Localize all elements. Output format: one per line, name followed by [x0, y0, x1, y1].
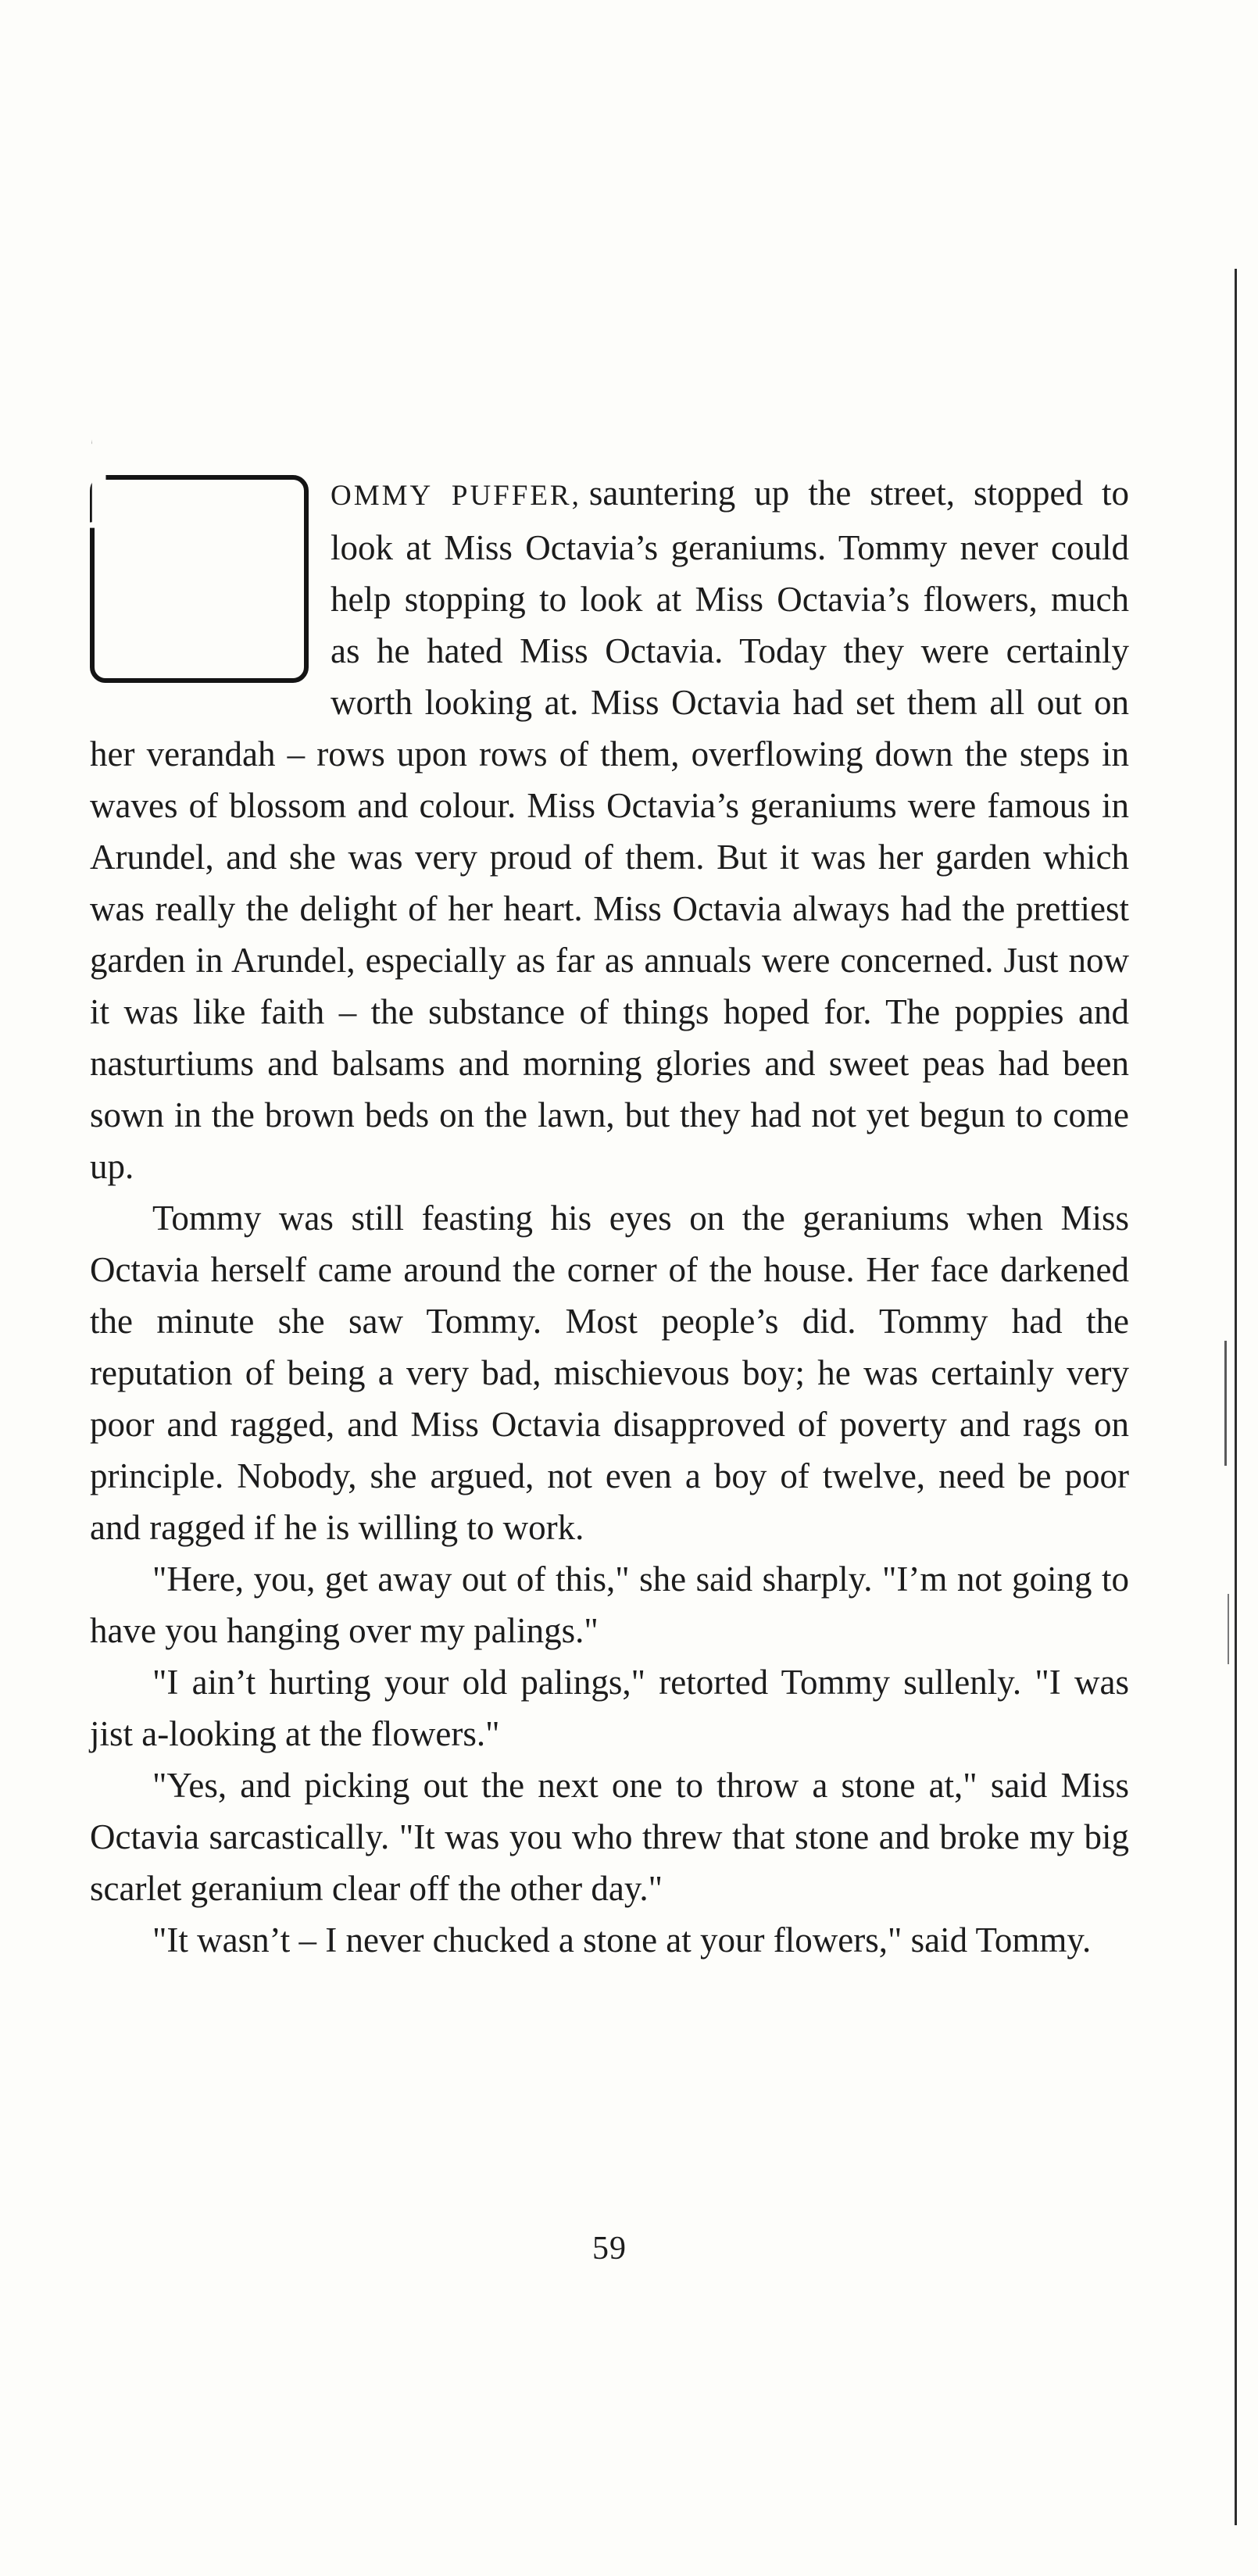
page-edge-line [1235, 269, 1237, 2525]
paragraph-3: "Here, you, get away out of this," she said sharply. "I’m not going to have you hanging over my palings." [90, 1560, 1129, 1650]
paragraph-1 [54, 396, 1129, 1192]
paragraph-text: sauntering up the street, stopped to look at Miss Octavia’s geraniums. Tommy never could help stopping to look at Miss Octavia’s flowers, much as he hated Miss Octavia. Today they were certainly worth looking at. Miss Octavia had set them all out on her verandah – rows upon rows of them, overflowing down the steps in waves of blossom and colour. Miss Octavia’s geraniums were famous in Arundel, and she was very proud of them. But it was her garden which was really the delight of her heart. Miss Octavia always had the prettiest garden in Arundel, especially as far as annuals were concerned. Just now it was like faith – the substance of things hoped for. The poppies and nasturtiums and balsams and morning glories and sweet peas had been sown in the brown beds on the lawn, but they had not yet begun to come up. [90, 473, 1129, 1186]
paragraph-6: "It wasn’t – I never chucked a stone at your flowers," said Tommy. [152, 1920, 1092, 1960]
paragraph-5: "Yes, and picking out the next one to throw a stone at," said Miss Octavia sarcastically. "It was you who threw that stone and broke my big scarlet geranium clear off the other day." [90, 1766, 1129, 1908]
paragraph-lead-smallcaps: OMMY PUFFER, [331, 480, 581, 512]
page-number: 59 [592, 2231, 627, 2267]
paragraph-2: Tommy was still feasting his eyes on the geraniums when Miss Octavia herself came around the corner of the house. Her face darkened the minute she saw Tommy. Most people’s did. Tommy had the reputation of being a very bad, mischievous boy; he was certainly very poor and ragged, and Miss Octavia disapproved of poverty and rags on principle. Nobody, she argued, not even a boy of twelve, need be poor and ragged if he is willing to work. [90, 1199, 1129, 1547]
drop-cap-letter: T [54, 396, 145, 560]
text-block [54, 396, 1129, 1966]
page-edge-mark-faint [1228, 1594, 1229, 1664]
page-edge-mark [1224, 1341, 1227, 1466]
paragraph-4: "I ain’t hurting your old palings," retorted Tommy sullenly. "I was jist a-looking at the flowers." [90, 1663, 1129, 1753]
drop-cap [54, 396, 309, 683]
